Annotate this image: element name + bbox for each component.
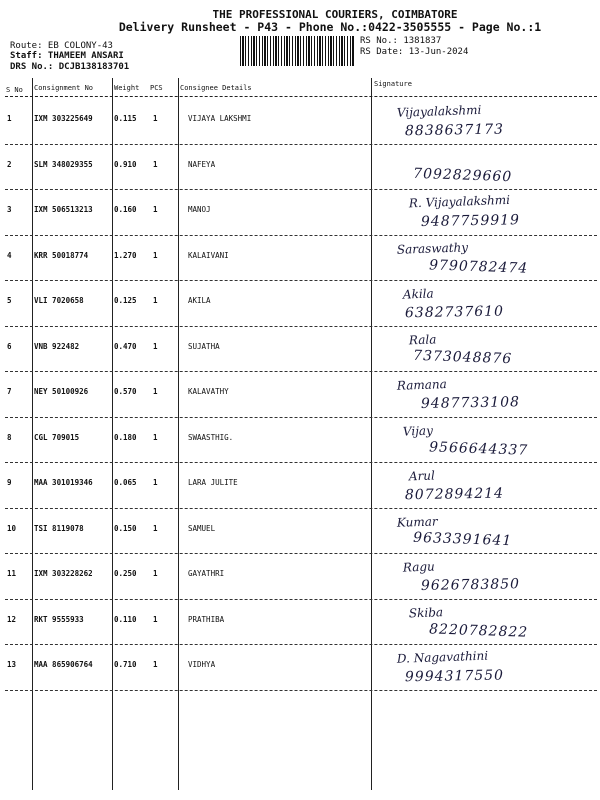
row-pcs: 1 (153, 114, 158, 123)
handwritten-signature (377, 417, 597, 461)
col-sno: S No (6, 86, 23, 94)
rs-number: RS No.: 1381837 (360, 36, 442, 46)
row-weight: 0.250 (114, 569, 137, 578)
row-weight: 0.160 (114, 205, 137, 214)
table-row (5, 235, 597, 282)
col-consignment: Consignment No (34, 84, 94, 92)
signature-phone: 9626783850 (420, 576, 521, 594)
rs-date: RS Date: 13-Jun-2024 (360, 47, 469, 57)
table-row (5, 280, 597, 327)
signature-cell (377, 599, 597, 643)
row-sno: 10 (7, 523, 17, 533)
row-weight: 0.470 (114, 341, 137, 351)
row-weight: 0.710 (114, 660, 137, 669)
row-sno: 8 (7, 432, 12, 442)
signature-cell (377, 189, 597, 233)
table-row (5, 417, 597, 464)
row-consignment: RKT 9555933 (34, 614, 84, 624)
barcode (240, 36, 354, 66)
signature-cell (377, 644, 597, 688)
signature-cell (377, 98, 597, 142)
signature-name: Ramana (396, 377, 448, 393)
row-sno: 7 (7, 387, 12, 396)
signature-cell (377, 371, 597, 415)
handwritten-signature (377, 508, 597, 552)
row-consignee: PRATHIBA (188, 614, 225, 624)
signature-name: Vijayalakshmi (396, 102, 482, 120)
signature-cell (377, 508, 597, 552)
signature-cell (377, 462, 597, 506)
handwritten-signature (377, 235, 597, 279)
signature-phone: 6382737610 (404, 303, 505, 322)
signature-phone: 8072894214 (404, 485, 505, 504)
route-label: Route: EB COLONY-43 (10, 41, 113, 51)
row-consignee: MANOJ (188, 205, 211, 214)
handwritten-signature (377, 462, 597, 506)
handwritten-signature (377, 98, 597, 142)
signature-cell (377, 326, 597, 370)
signature-name: Kumar (396, 513, 438, 530)
table-row (5, 508, 597, 555)
handwritten-signature (377, 599, 597, 643)
row-weight: 0.110 (114, 614, 137, 624)
row-consignment: VLI 7020658 (34, 296, 84, 305)
row-consignment: VNB 922482 (34, 341, 80, 351)
table-row (5, 144, 597, 191)
row-sno: 2 (7, 159, 12, 169)
handwritten-signature (377, 326, 597, 370)
handwritten-signature (377, 371, 597, 415)
row-pcs: 1 (153, 250, 158, 260)
table-row (5, 371, 597, 418)
row-pcs: 1 (153, 478, 158, 487)
signature-name: D. Nagavathini (396, 648, 489, 666)
handwritten-signature (377, 144, 597, 188)
row-weight: 0.115 (114, 114, 137, 123)
signature-phone: 8220782822 (428, 620, 529, 641)
table-row (5, 326, 597, 373)
signature-phone: 9487759919 (420, 212, 521, 230)
col-weight: Weight (114, 84, 140, 92)
handwritten-signature (377, 644, 597, 688)
signature-name: R. Vijayalakshmi (408, 192, 511, 211)
signature-name: Skiba (408, 604, 444, 620)
signature-phone: 7373048876 (412, 347, 513, 367)
row-consignee: GAYATHRI (188, 569, 225, 578)
row-sno: 13 (7, 660, 17, 669)
row-pcs: 1 (153, 205, 158, 214)
col-consignee: Consignee Details (180, 84, 252, 92)
table-row (5, 553, 597, 600)
row-sno: 12 (7, 614, 17, 624)
signature-phone: 9790782474 (428, 256, 529, 277)
row-pcs: 1 (153, 523, 158, 533)
row-sno: 5 (7, 296, 12, 305)
row-consignee: KALAIVANI (188, 250, 229, 260)
table-row (5, 599, 597, 646)
signature-cell (377, 144, 597, 188)
handwritten-signature (377, 553, 597, 597)
handwritten-signature (377, 189, 597, 233)
signature-phone: 9994317550 (404, 667, 505, 686)
row-consignee: SWAASTHIG. (188, 432, 234, 442)
row-sno: 1 (7, 114, 12, 123)
row-consignment: TSI 8119078 (34, 523, 84, 533)
staff-label: Staff: THAMEEM ANSARI (10, 51, 124, 61)
signature-name: Saraswathy (396, 239, 469, 257)
signature-cell (377, 235, 597, 279)
row-sno: 3 (7, 205, 12, 214)
runsheet-title: Delivery Runsheet - P43 - Phone No.:0422-3505555 - Page No.:1 (118, 20, 542, 34)
row-pcs: 1 (153, 387, 158, 396)
signature-phone: 9633391641 (412, 529, 513, 549)
handwritten-signature (377, 280, 597, 324)
signature-name: Arul (408, 468, 436, 484)
row-sno: 6 (7, 341, 12, 351)
table-row (5, 644, 597, 691)
row-sno: 4 (7, 250, 12, 260)
row-consignee: LARA JULITE (188, 478, 238, 487)
row-consignee: VIJAYA LAKSHMI (188, 114, 252, 123)
table-row (5, 98, 597, 145)
row-weight: 0.910 (114, 159, 137, 169)
signature-phone: 9487733108 (420, 394, 521, 412)
signature-name: Ragu (402, 559, 436, 575)
row-pcs: 1 (153, 341, 158, 351)
row-consignee: VIDHYA (188, 660, 216, 669)
row-weight: 0.570 (114, 387, 137, 396)
signature-phone: 9566644337 (428, 438, 529, 459)
signature-phone: 7092829660 (412, 165, 513, 185)
row-consignment: SLM 348029355 (34, 159, 93, 169)
row-weight: 0.150 (114, 523, 137, 533)
drs-label: DRS No.: DCJB138183701 (10, 62, 130, 72)
row-consignment: IXM 506513213 (34, 205, 93, 214)
row-consignee: NAFEYA (188, 159, 216, 169)
row-sno: 11 (7, 569, 17, 578)
row-weight: 0.180 (114, 432, 137, 442)
row-consignment: CGL 709015 (34, 432, 80, 442)
signature-cell (377, 280, 597, 324)
row-consignment: KRR 50018774 (34, 250, 89, 260)
row-consignment: IXM 303228262 (34, 569, 93, 578)
signature-name: Vijay (402, 423, 434, 439)
row-consignee: AKILA (188, 296, 211, 305)
table-row (5, 462, 597, 509)
signature-name: Rala (408, 331, 437, 347)
col-pcs: PCS (150, 84, 163, 92)
table-row (5, 189, 597, 236)
row-weight: 0.125 (114, 296, 137, 305)
row-pcs: 1 (153, 159, 158, 169)
col-signature: Signature (374, 80, 412, 88)
row-pcs: 1 (153, 614, 158, 624)
row-weight: 0.065 (114, 478, 137, 487)
row-consignee: SUJATHA (188, 341, 220, 351)
row-pcs: 1 (153, 296, 158, 305)
row-consignment: MAA 865906764 (34, 660, 93, 669)
row-pcs: 1 (153, 432, 158, 442)
row-consignment: IXM 303225649 (34, 114, 93, 123)
signature-cell (377, 553, 597, 597)
header-divider (5, 96, 597, 97)
row-weight: 1.270 (114, 250, 137, 260)
row-consignee: KALAVATHY (188, 387, 229, 396)
row-consignee: SAMUEL (188, 523, 216, 533)
row-pcs: 1 (153, 569, 158, 578)
signature-cell (377, 417, 597, 461)
runsheet-table (5, 78, 597, 790)
company-name: THE PROFESSIONAL COURIERS, COIMBATORE (212, 8, 458, 21)
signature-name: Akila (402, 286, 434, 302)
signature-phone: 8838637173 (404, 121, 505, 140)
row-sno: 9 (7, 478, 12, 487)
row-pcs: 1 (153, 660, 158, 669)
row-consignment: NEY 50100926 (34, 387, 89, 396)
row-consignment: MAA 301019346 (34, 478, 93, 487)
